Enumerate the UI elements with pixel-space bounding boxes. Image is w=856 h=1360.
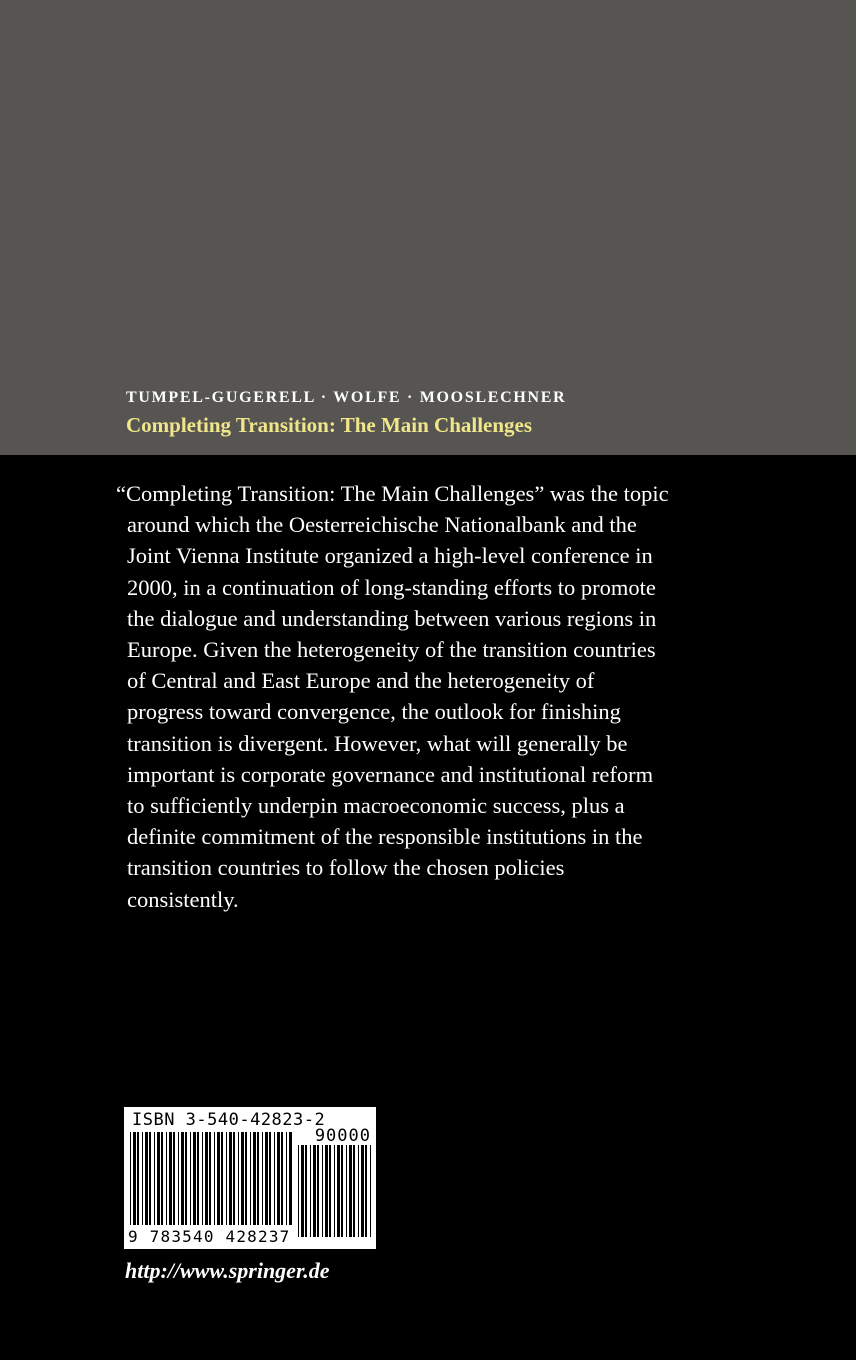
barcode-bar [262, 1132, 263, 1225]
barcode-bar [133, 1132, 136, 1225]
barcode-bar [238, 1132, 239, 1225]
barcode-bar [226, 1132, 227, 1225]
isbn-barcode [124, 1107, 376, 1249]
blurb-line: around which the Oesterreichische Nationalbank and the [127, 512, 637, 538]
barcode-bar [349, 1145, 352, 1237]
blurb-line: transition is divergent. However, what will generally be [127, 730, 628, 756]
back-cover-blurb [116, 478, 716, 915]
barcode-bar [353, 1145, 355, 1237]
barcode-bar [358, 1145, 359, 1237]
barcode-bar [313, 1145, 316, 1237]
blurb-line: consistently. [127, 886, 239, 912]
blurb-line: to sufficiently underpin macroeconomic success, plus a [127, 793, 625, 819]
barcode-bar [365, 1145, 367, 1237]
barcode-bar [277, 1132, 280, 1225]
barcode-bar [317, 1145, 319, 1237]
barcode-bar [190, 1132, 191, 1225]
barcode-bar [337, 1145, 340, 1237]
barcode-bar [325, 1145, 328, 1237]
barcode-bar [166, 1132, 167, 1225]
barcode-bar [229, 1132, 232, 1225]
barcode-bar [286, 1132, 287, 1225]
barcode-bar [305, 1145, 307, 1237]
barcode-bar [253, 1132, 256, 1225]
barcode-bar [269, 1132, 271, 1225]
barcode-bar [145, 1132, 148, 1225]
barcode-bar [173, 1132, 175, 1225]
blurb-line: Europe. Given the heterogeneity of the transition countries [127, 637, 656, 663]
barcode-bar [157, 1132, 160, 1225]
barcode-bar [370, 1145, 371, 1237]
barcode-bar [361, 1145, 364, 1237]
barcode-bar [221, 1132, 223, 1225]
barcode-bar [341, 1145, 343, 1237]
barcode-bar [217, 1132, 220, 1225]
barcode-bar [329, 1145, 331, 1237]
blurb-line: progress toward convergence, the outlook for finishing [127, 699, 621, 725]
barcode-bar [265, 1132, 268, 1225]
top-color-band [0, 0, 856, 455]
barcode-bar [298, 1145, 299, 1237]
barcode-bar [209, 1132, 211, 1225]
blurb-line: transition countries to follow the chosen policies [127, 855, 565, 881]
blurb-line: the dialogue and understanding between various regions in [127, 605, 657, 631]
barcode-bar [250, 1132, 251, 1225]
barcode-bar [197, 1132, 199, 1225]
barcode-bar [205, 1132, 208, 1225]
barcode-bar [185, 1132, 187, 1225]
barcode-bar [169, 1132, 172, 1225]
barcode-bar [137, 1132, 139, 1225]
authors-line: TUMPEL-GUGERELL · WOLFE · MOOSLECHNER [126, 389, 567, 406]
blurb-line: of Central and East Europe and the heterogeneity of [127, 668, 595, 694]
barcode-bar [233, 1132, 235, 1225]
barcode-bar [346, 1145, 347, 1237]
barcode-bar [241, 1132, 244, 1225]
blurb-line: important is corporate governance and institutional reform [127, 761, 654, 787]
barcode-bar [257, 1132, 259, 1225]
barcode-bar [130, 1132, 131, 1225]
barcode-bar [181, 1132, 184, 1225]
blurb-line: Joint Vienna Institute organized a high-level conference in [127, 543, 653, 569]
barcode-bar [289, 1132, 292, 1225]
barcode-bar [281, 1132, 283, 1225]
barcode-bar [154, 1132, 155, 1225]
barcode-bar [334, 1145, 335, 1237]
barcode-bar [301, 1145, 304, 1237]
barcode-bar [193, 1132, 196, 1225]
barcode-bar [161, 1132, 163, 1225]
book-subtitle: Completing Transition: The Main Challenges [126, 413, 533, 437]
barcode-bar [202, 1132, 203, 1225]
price-code: 90000 [314, 1126, 371, 1146]
ean-digits: 9 783540 428237 [128, 1227, 291, 1246]
blurb-line: 2000, in a continuation of long-standing efforts to promote [127, 574, 656, 600]
barcode-bar [310, 1145, 311, 1237]
barcode-bar [245, 1132, 247, 1225]
barcode-bar [274, 1132, 275, 1225]
barcode-bar [214, 1132, 215, 1225]
barcode-bar [142, 1132, 143, 1225]
blurb-line: “Completing Transition: The Main Challenges” was the topic [116, 481, 669, 506]
barcode-bar [149, 1132, 151, 1225]
barcode-bar [322, 1145, 323, 1237]
barcode-bar [178, 1132, 179, 1225]
blurb-line: definite commitment of the responsible institutions in the [127, 824, 643, 850]
publisher-url: http://www.springer.de [125, 1258, 330, 1283]
isbn-number: ISBN 3-540-42823-2 [132, 1110, 326, 1130]
